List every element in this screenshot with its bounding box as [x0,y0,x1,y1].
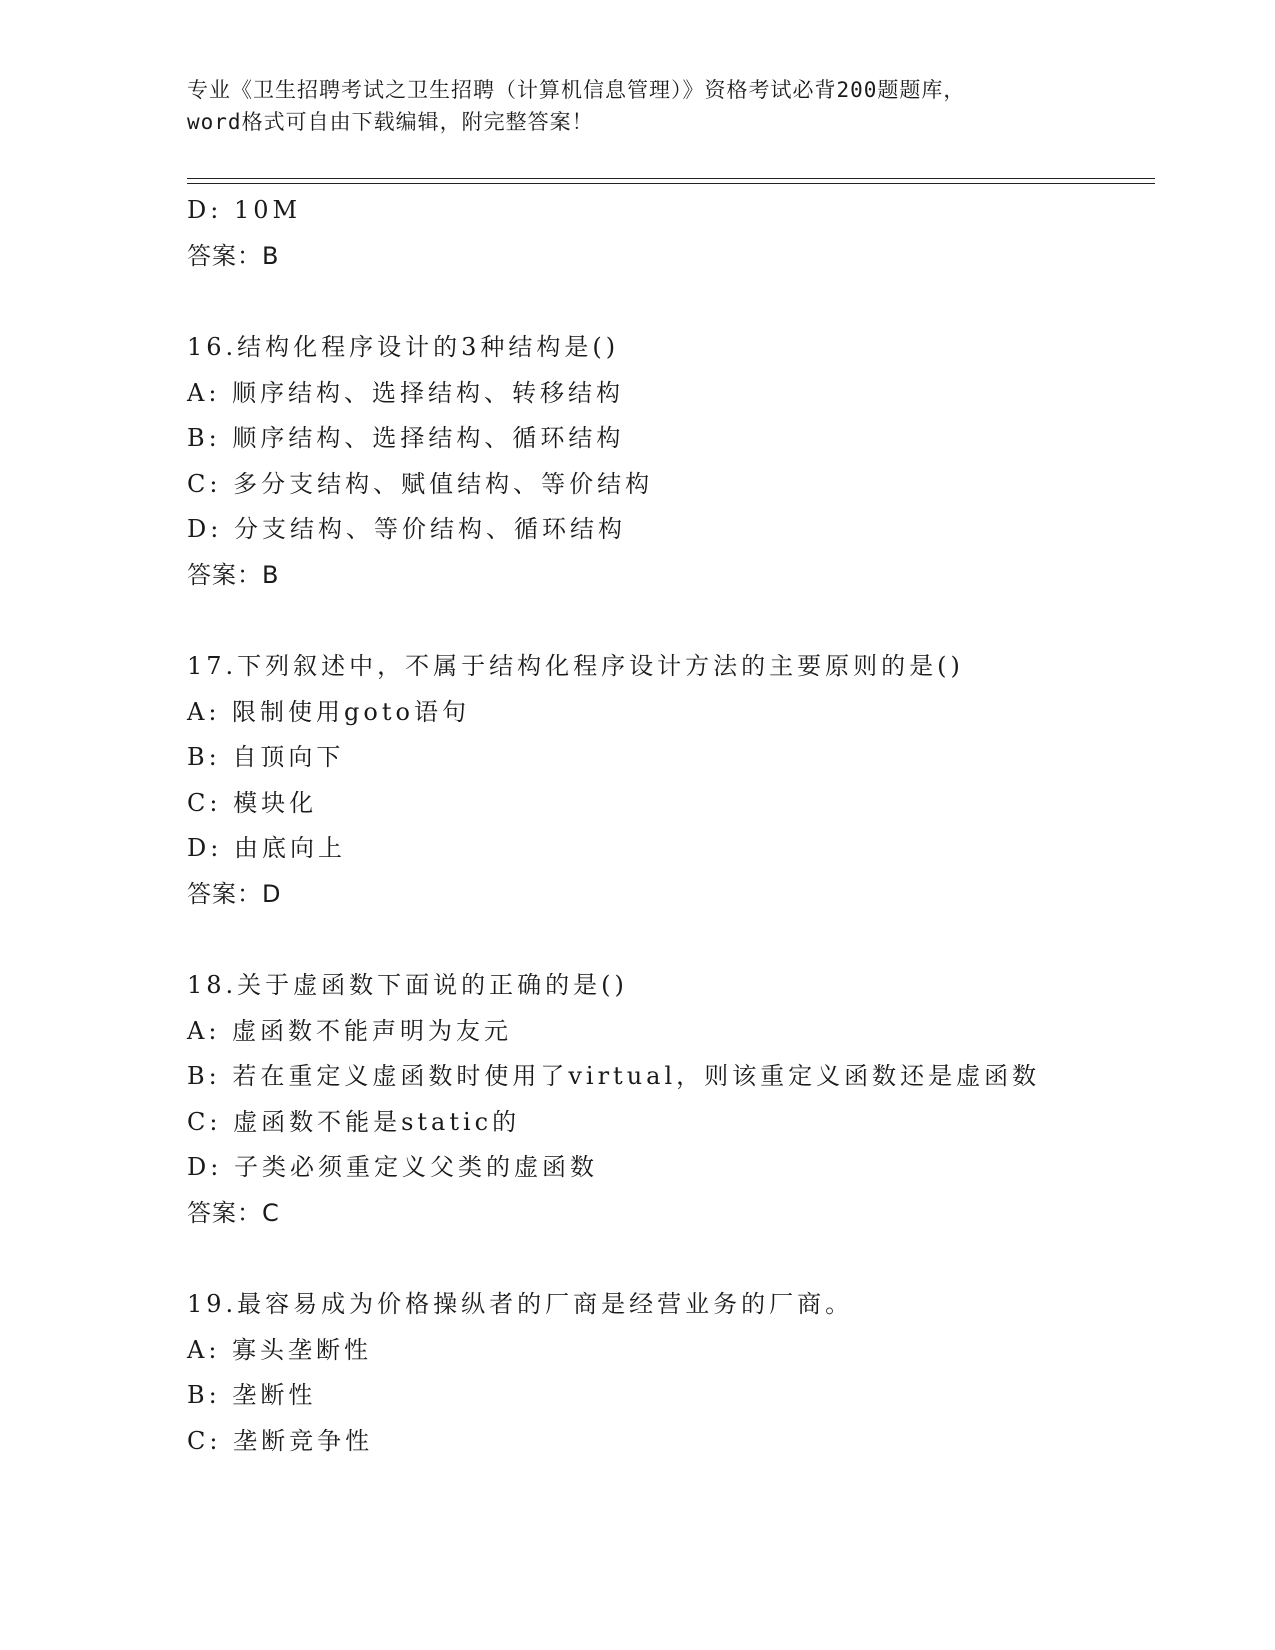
option-d: D: 分支结构、等价结构、循环结构 [187,515,626,543]
option-c: C: 虚函数不能是static的 [187,1107,521,1136]
option-a: A: 限制使用goto语句 [187,697,470,726]
question-list [187,188,1147,1464]
header-line-1: 专业《卫生招聘考试之卫生招聘（计算机信息管理）》资格考试必背200题题库， [187,78,966,102]
question-stem: 16.结构化程序设计的3种结构是() [187,333,620,361]
header-divider-top [187,178,1155,179]
option-d: D: 10M [187,196,302,224]
option-b: B: 自顶向下 [187,743,345,771]
header-line-2: word格式可自由下载编辑，附完整答案！ [187,110,594,134]
option-a: A: 顺序结构、选择结构、转移结构 [187,378,625,407]
answer-line: 答案：B [187,560,280,589]
question-17 [187,644,1147,917]
option-c: C: 模块化 [187,788,318,817]
option-d: D: 由底向上 [187,834,346,862]
answer-line: 答案：B [187,241,280,270]
option-d: D: 子类必须重定义父类的虚函数 [187,1153,598,1181]
question-stem: 18.关于虚函数下面说的正确的是() [187,971,628,999]
header-divider-bottom [187,183,1155,184]
question-19 [187,1282,1147,1464]
question-18 [187,963,1147,1236]
option-a: A: 寡头垄断性 [187,1335,373,1364]
option-c: C: 多分支结构、赋值结构、等价结构 [187,469,654,498]
option-b: B: 顺序结构、选择结构、循环结构 [187,424,625,452]
question-16 [187,325,1147,598]
option-a: A: 虚函数不能声明为友元 [187,1016,513,1045]
answer-line: 答案：C [187,1198,280,1227]
option-b: B: 若在重定义虚函数时使用了virtual，则该重定义函数还是虚函数 [187,1062,1041,1090]
option-c: C: 垄断竞争性 [187,1426,374,1455]
option-b: B: 垄断性 [187,1381,317,1409]
answer-line: 答案：D [187,879,282,908]
question-stem: 19.最容易成为价格操纵者的厂商是经营业务的厂商。 [187,1290,854,1318]
document-header [187,74,1087,138]
question-stem: 17.下列叙述中，不属于结构化程序设计方法的主要原则的是() [187,652,964,680]
